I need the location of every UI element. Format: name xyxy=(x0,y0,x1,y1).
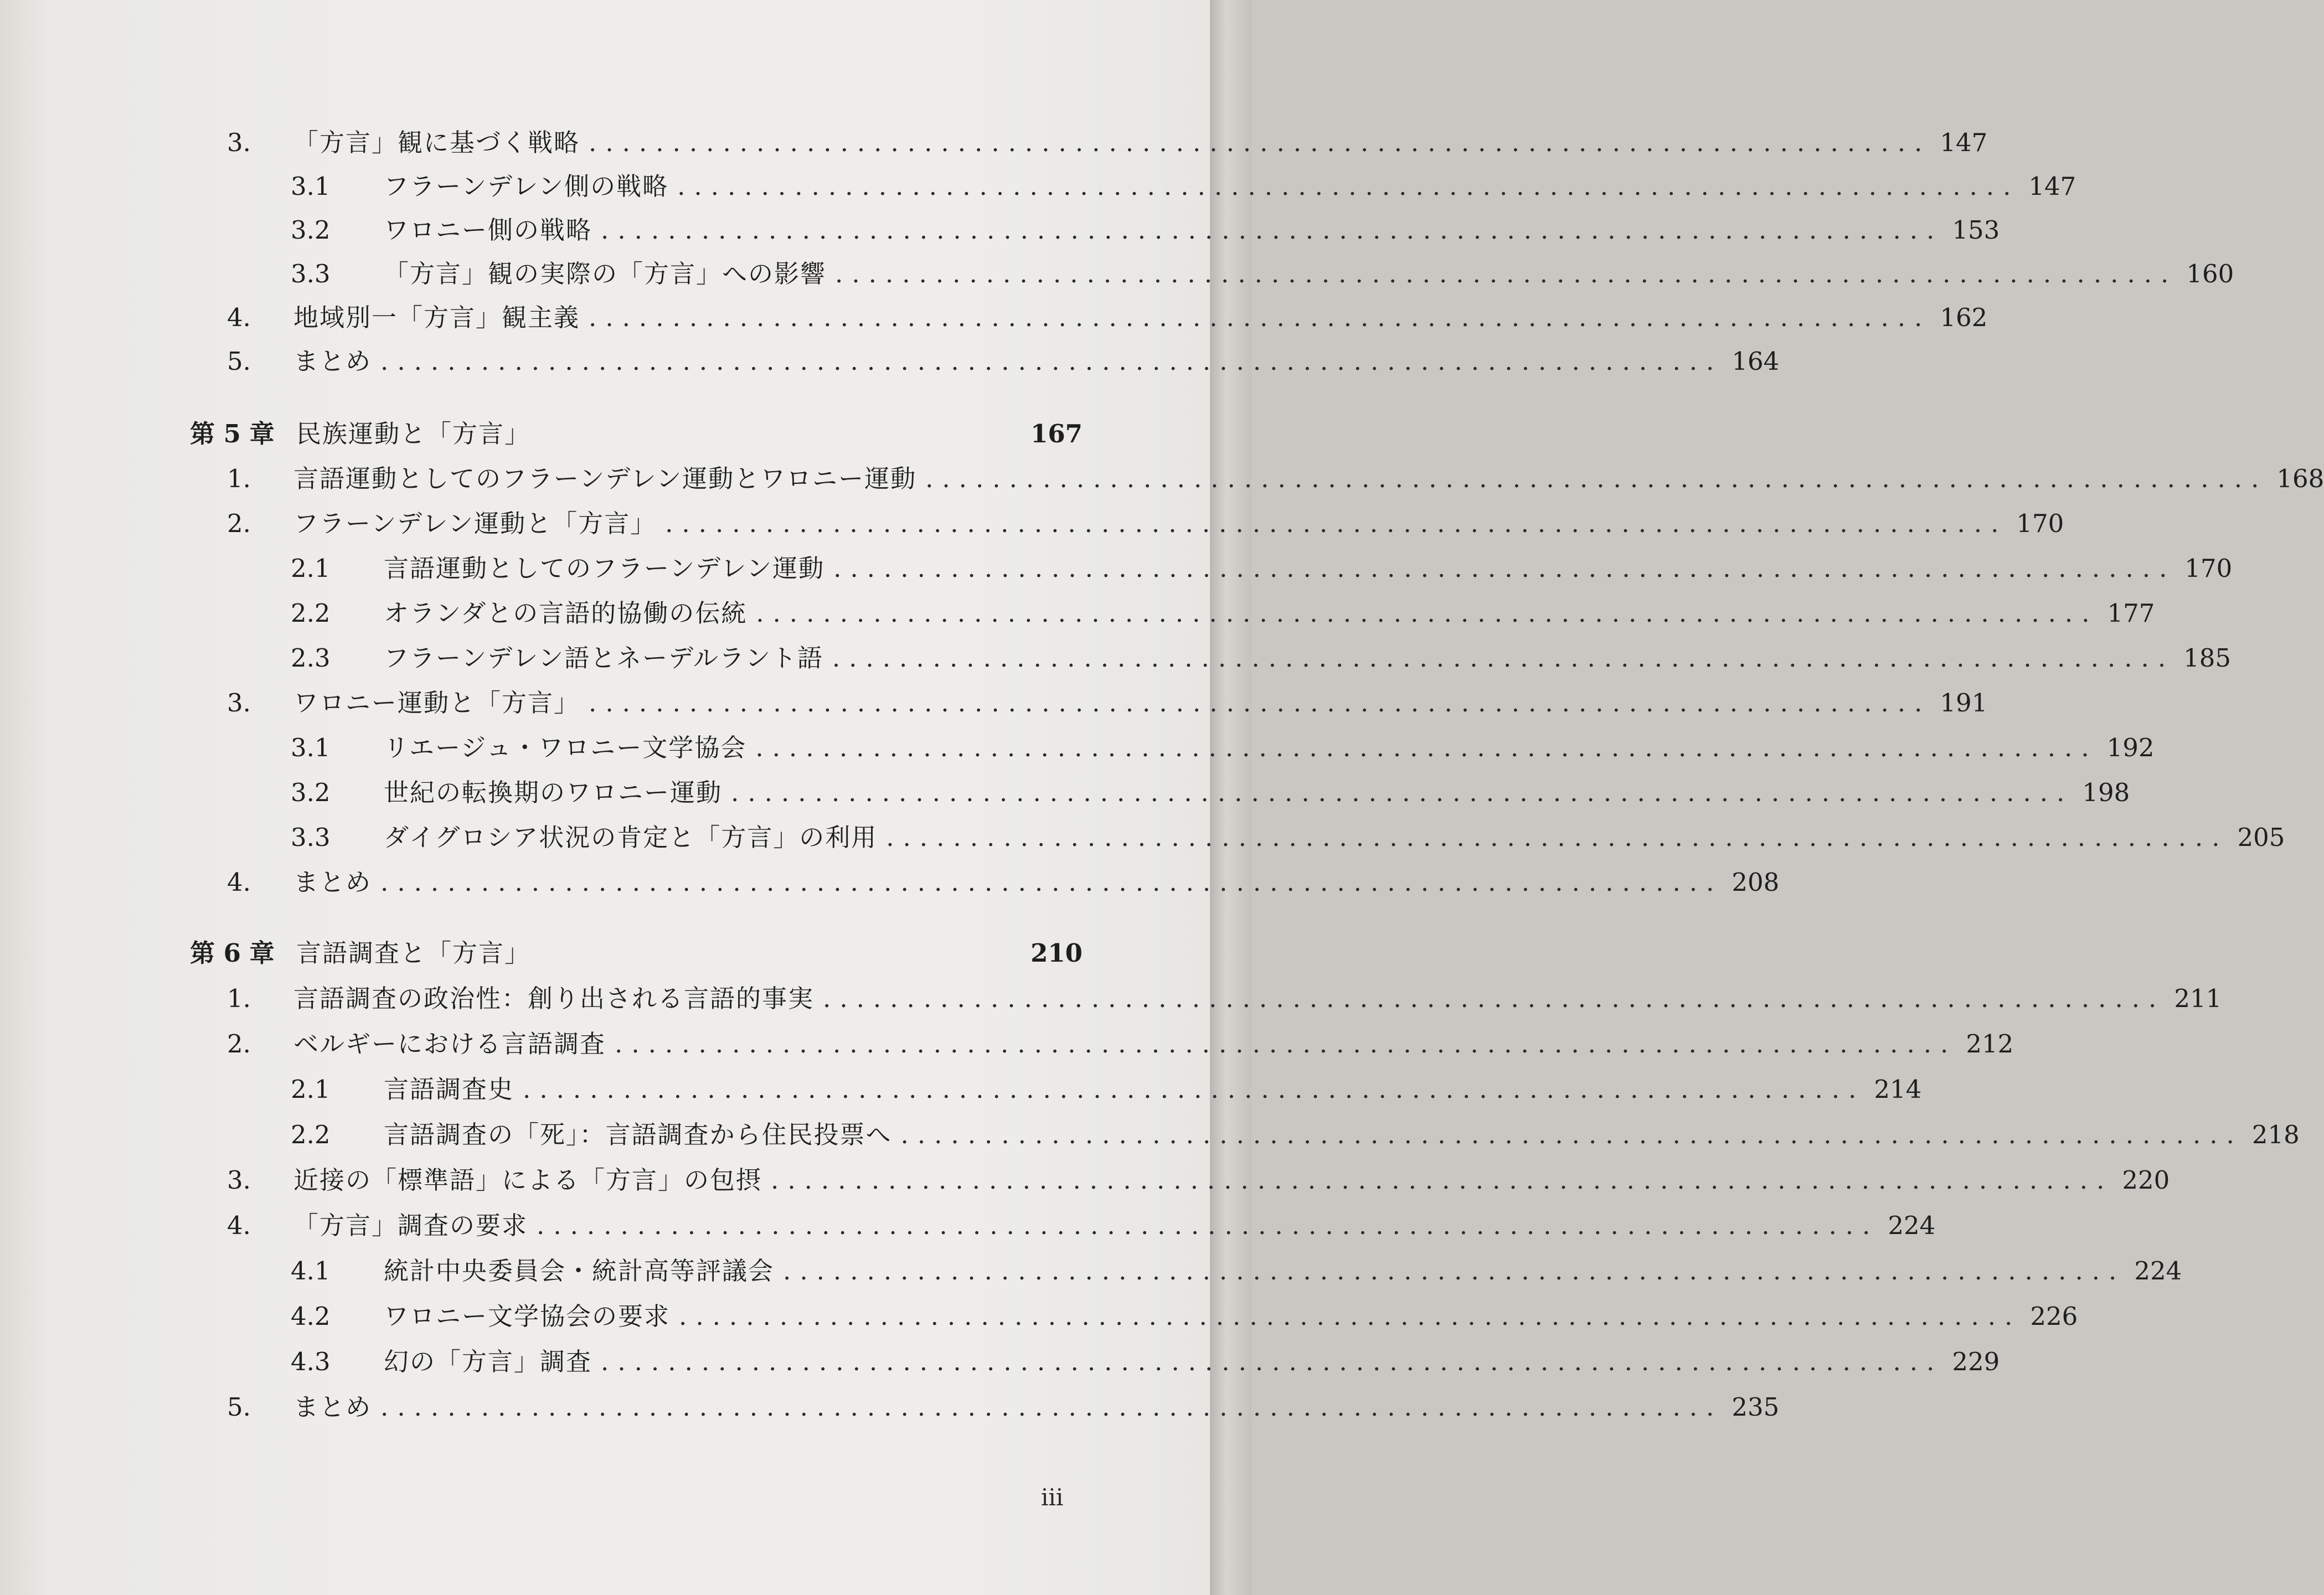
entry-title: 近接の「標準語」による「方言」の包摂 xyxy=(293,1165,762,1195)
entry-page-number: 170 xyxy=(2016,509,2064,538)
section-entry xyxy=(227,1029,2014,1060)
leader-dots: ................................................................................ xyxy=(900,1120,2243,1149)
entry-number: 3. xyxy=(227,688,251,718)
leader-dots: ................................................................................ xyxy=(380,347,1723,376)
entry-title: 「方言」調査の要求 xyxy=(293,1211,528,1240)
entry-title: 言語運動としてのフラーンデレン運動 xyxy=(384,554,825,583)
subsection-entry xyxy=(291,598,2155,629)
entry-number: 2.1 xyxy=(291,554,331,583)
leader-dots: ................................................................................ xyxy=(755,733,2098,762)
entry-title: 民族運動と「方言」 xyxy=(296,419,531,448)
leader-dots: ................................................................................ xyxy=(783,1256,2126,1286)
entry-title: ベルギーにおける言語調査 xyxy=(293,1029,606,1059)
entry-title: 言語調査の「死」：言語調査から住民投票へ xyxy=(384,1120,892,1149)
leader-dots: ................................................................................ xyxy=(925,464,2268,493)
chapter-heading xyxy=(190,419,1083,450)
subsection-entry xyxy=(291,1256,2182,1287)
entry-page-number: 162 xyxy=(1940,303,1988,332)
subsection-entry xyxy=(291,777,2130,808)
entry-title: まとめ xyxy=(293,347,372,376)
leader-dots: ................................................................................ xyxy=(886,823,2229,852)
section-entry xyxy=(227,867,1780,898)
entry-page-number: 226 xyxy=(2030,1302,2078,1331)
entry-number: 3.3 xyxy=(291,259,331,288)
entry-title: オランダとの言語的協働の伝統 xyxy=(384,598,748,628)
entry-title: ワロニー文学協会の要求 xyxy=(384,1302,671,1331)
entry-number: 2. xyxy=(227,1029,251,1059)
entry-title: ダイグロシア状況の肯定と「方言」の利用 xyxy=(384,823,878,852)
section-entry xyxy=(227,463,2324,494)
entry-title: ワロニー運動と「方言」 xyxy=(293,688,580,718)
section-entry xyxy=(227,1165,2170,1196)
entry-page-number: 191 xyxy=(1940,688,1988,718)
entry-title: 世紀の転換期のワロニー運動 xyxy=(384,778,723,807)
entry-title: 地域別一「方言」観主義 xyxy=(293,303,580,332)
subsection-entry xyxy=(291,732,2155,763)
entry-number: 3.1 xyxy=(291,172,331,201)
entry-title: ワロニー側の戦略 xyxy=(384,215,592,245)
entry-page-number: 147 xyxy=(1940,128,1988,157)
entry-page-number: 177 xyxy=(2107,598,2155,628)
section-entry xyxy=(227,346,1780,377)
entry-number: 4.3 xyxy=(291,1347,331,1376)
leader-dots: ................................................................................ xyxy=(615,1029,1957,1059)
entry-page-number: 170 xyxy=(2184,554,2233,583)
entry-page-number: 218 xyxy=(2251,1120,2300,1149)
entry-number: 3. xyxy=(227,1165,251,1195)
entry-title: 幻の「方言」調査 xyxy=(384,1347,592,1376)
section-entry xyxy=(227,688,1988,719)
leader-dots: ................................................................................ xyxy=(665,509,2008,538)
entry-title: 言語調査史 xyxy=(384,1075,514,1104)
section-entry xyxy=(227,302,1988,333)
entry-number: 2.2 xyxy=(291,1120,331,1149)
entry-title: 言語運動としてのフラーンデレン運動とワロニー運動 xyxy=(293,464,917,493)
subsection-entry xyxy=(291,1346,2000,1377)
subsection-entry xyxy=(291,1074,1922,1105)
entry-number: 4.1 xyxy=(291,1256,331,1286)
subsection-entry xyxy=(291,1301,2078,1332)
leader-dots: ................................................................................ xyxy=(589,128,1931,157)
section-entry xyxy=(227,508,2064,539)
section-entry xyxy=(227,1392,1780,1423)
entry-number: 4. xyxy=(227,303,251,332)
entry-page-number: 192 xyxy=(2106,733,2155,762)
entry-page-number: 235 xyxy=(1732,1392,1780,1422)
leader-dots: ................................................................................ xyxy=(835,259,2178,288)
leader-dots: ................................................................................ xyxy=(731,778,2074,807)
subsection-entry xyxy=(291,171,2076,202)
section-entry xyxy=(227,983,2222,1014)
entry-number: 4. xyxy=(227,868,251,897)
entry-number: 5. xyxy=(227,347,251,376)
entry-page-number: 160 xyxy=(2186,259,2234,288)
entry-page-number: 208 xyxy=(1732,868,1780,897)
entry-title: 言語調査の政治性：創り出される言語的事実 xyxy=(293,984,815,1013)
leader-dots: ................................................................................ xyxy=(601,1347,1944,1376)
leader-dots: ................................................................................ xyxy=(589,303,1931,332)
entry-page-number: 147 xyxy=(2028,172,2076,201)
entry-number: 3. xyxy=(227,128,251,157)
entry-number: 2.3 xyxy=(291,643,331,673)
entry-title: 「方言」観の実際の「方言」への影響 xyxy=(384,259,827,288)
entry-page-number: 210 xyxy=(1030,938,1083,968)
subsection-entry xyxy=(291,553,2233,584)
subsection-entry xyxy=(291,643,2232,674)
page-folio: iii xyxy=(1041,1484,1064,1511)
entry-number: 3.3 xyxy=(291,823,331,852)
entry-number: 2.1 xyxy=(291,1075,331,1104)
leader-dots: ................................................................................ xyxy=(771,1165,2114,1195)
chapter-heading xyxy=(190,938,1083,969)
entry-page-number: 211 xyxy=(2174,984,2222,1013)
entry-number: 2. xyxy=(227,509,251,538)
entry-number: 第 6 章 xyxy=(190,938,275,968)
entry-page-number: 153 xyxy=(1952,215,2000,245)
leader-dots: ................................................................................ xyxy=(679,1302,2022,1331)
entry-page-number: 214 xyxy=(1874,1075,1922,1104)
entry-number: 3.2 xyxy=(291,778,331,807)
leader-dots: ................................................................................ xyxy=(601,215,1944,245)
entry-page-number: 205 xyxy=(2237,823,2285,852)
entry-number: 5. xyxy=(227,1392,251,1422)
entry-title: フラーンデレン側の戦略 xyxy=(384,172,669,201)
entry-title: フラーンデレン語とネーデルラント語 xyxy=(384,643,823,673)
subsection-entry xyxy=(291,259,2234,290)
entry-number: 2.2 xyxy=(291,598,331,628)
entry-page-number: 168 xyxy=(2276,464,2324,493)
entry-page-number: 224 xyxy=(1888,1211,1936,1240)
leader-dots: ................................................................................ xyxy=(589,688,1931,718)
leader-dots: ................................................................................ xyxy=(833,554,2176,583)
entry-title: 「方言」観に基づく戦略 xyxy=(293,128,580,157)
entry-title: 統計中央委員会・統計高等評議会 xyxy=(384,1256,775,1286)
leader-dots: ................................................................................ xyxy=(832,643,2175,673)
entry-number: 3.2 xyxy=(291,215,331,245)
subsection-entry xyxy=(291,215,2000,246)
entry-page-number: 212 xyxy=(1966,1029,2014,1059)
entry-page-number: 185 xyxy=(2183,643,2232,673)
entry-page-number: 220 xyxy=(2122,1165,2170,1195)
entry-number: 1. xyxy=(227,984,251,1013)
section-entry xyxy=(227,127,1988,158)
entry-number: 1. xyxy=(227,464,251,493)
entry-page-number: 224 xyxy=(2134,1256,2182,1286)
entry-title: 言語調査と「方言」 xyxy=(296,938,531,968)
entry-title: フラーンデレン運動と「方言」 xyxy=(293,509,657,538)
entry-title: まとめ xyxy=(293,868,372,897)
entry-title: リエージュ・ワロニー文学協会 xyxy=(384,733,747,762)
leader-dots: ................................................................................ xyxy=(756,598,2099,628)
entry-number: 第 5 章 xyxy=(190,419,275,448)
subsection-entry xyxy=(291,1119,2300,1150)
entry-title: まとめ xyxy=(293,1392,372,1422)
entry-page-number: 229 xyxy=(1952,1347,2000,1376)
leader-dots: ................................................................................ xyxy=(823,984,2166,1013)
entry-page-number: 167 xyxy=(1030,419,1083,448)
subsection-entry xyxy=(291,822,2285,853)
leader-dots: ................................................................................ xyxy=(537,1211,1879,1240)
entry-number: 4. xyxy=(227,1211,251,1240)
leader-dots: ................................................................................ xyxy=(380,868,1723,897)
leader-dots: ................................................................................ xyxy=(523,1075,1866,1104)
section-entry xyxy=(227,1210,1936,1241)
entry-number: 3.1 xyxy=(291,733,331,762)
entry-page-number: 198 xyxy=(2082,778,2130,807)
entry-page-number: 164 xyxy=(1732,347,1780,376)
leader-dots: ................................................................................ xyxy=(677,172,2020,201)
entry-number: 4.2 xyxy=(291,1302,331,1331)
leader-dots: ................................................................................ xyxy=(380,1392,1723,1422)
